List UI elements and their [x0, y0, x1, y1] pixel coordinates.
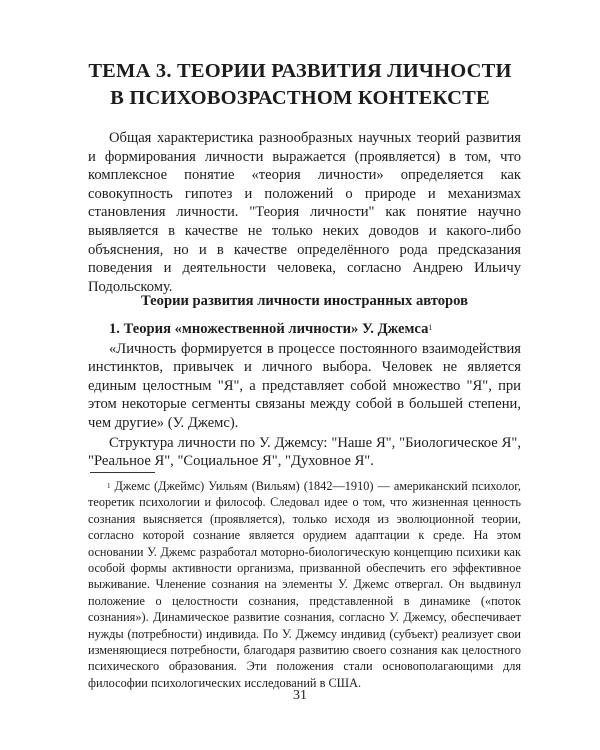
footnote-marker: 1: [107, 482, 111, 490]
quote-paragraph: «Личность формируется в процессе постоянного взаимодействия инстинктов, привычек и личного выбора. Человек не является единым целостным "Я", а представляет собой множество "Я", при этом некоторые сегменты связаны между собой в большей степени, чем другие» (У. Джемс).: [88, 340, 521, 431]
theory-section: [88, 320, 521, 472]
page-title: [0, 58, 600, 112]
theory-subheading-text: 1. Теория «множественной личности» У. Джемса: [109, 321, 429, 337]
title-line-1: ТЕМА 3. ТЕОРИИ РАЗВИТИЯ ЛИЧНОСТИ: [88, 60, 512, 82]
section-heading: Теории развития личности иностранных авторов: [141, 293, 468, 309]
theory-subheading: [88, 320, 521, 339]
footnote-divider: [90, 472, 155, 473]
intro-paragraph: Общая характеристика разнообразных научных теорий развития и формирования личности выражается (проявляется) в том, что комплексное понятие «теория личности» определяется как совокупность гипотез и положений о природе и механизмах становления личности. "Теория личности" как понятие научно выявляется в качестве не только неких доводов и какого-либо объяснения, но и в качестве определённого рода предсказания поведения и деятельности человека, согласно Андрею Ильичу Подольскому.: [88, 130, 521, 295]
footnote-text: Джемс (Джеймс) Уильям (Вильям) (1842—1910) — американский психолог, теоретик психологии и философ. Следовал идее о том, что жизненная ценность сознания выясняется (проявляется), только исходя из эволюционной теории, согласно которой сознание является орудием адаптации к среде. На этом основании У. Джемс разработал моторно-биологическую концепцию психики как особой формы активности организма, призванной обеспечить его эффективное выживание. Членение сознания на элементы У. Джемс отвергал. Он выдвинул положение о целостности сознания, представленной в динамике («поток сознания»). Динамическое развитие сознания, согласно У. Джемсу, обеспечивает нужды (потребности) индивида. По У. Джемсу индивид (субъект) реализует свои изменяющиеся потребности, благодаря развитию своего сознания как целостного психического образования. Эти положения стали основополагающими для философии психологических исследований в США.: [88, 479, 521, 690]
intro-section: [88, 129, 521, 296]
footnote-reference[interactable]: 1: [428, 323, 433, 332]
page-number: 31: [293, 688, 307, 703]
title-line-2: В ПСИХОВОЗРАСТНОМ КОНТЕКСТЕ: [110, 87, 490, 109]
footnote: [88, 478, 521, 691]
structure-paragraph: Структура личности по У. Джемсу: "Наше Я", "Биологическое Я", "Реальное Я", "Социальное Я", "Духовное Я".: [88, 434, 521, 470]
